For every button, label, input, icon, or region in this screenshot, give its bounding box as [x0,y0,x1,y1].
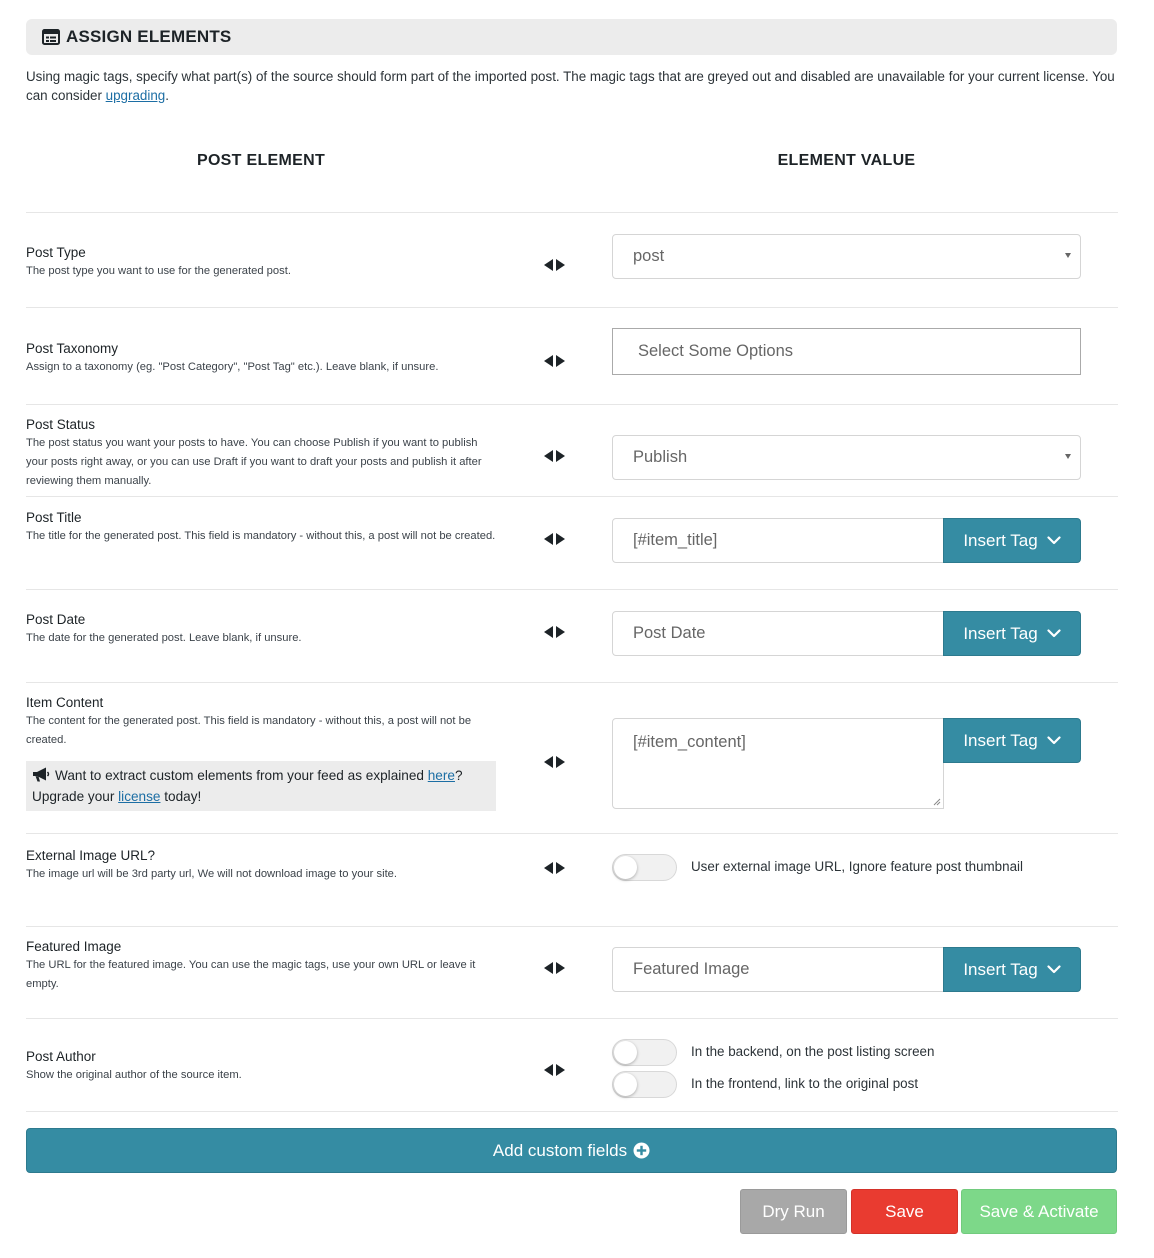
resize-grip-icon[interactable] [933,798,941,806]
row-divider [26,833,1118,834]
item-content-textarea[interactable]: [#item_content] [612,718,944,809]
post-status-label: Post Status The post status you want your posts to have. You can choose Publish if you want to publish your posts right away, or you can use Draft if you want to draft your posts and publish it after reviewing them manually. [26,417,482,487]
section-header [26,19,1117,55]
row-divider [26,496,1118,497]
external-image-toggle-label: User external image URL, Ignore feature post thumbnail [691,859,1023,874]
row-divider [26,1111,1118,1112]
post-date-input[interactable]: Post Date [612,611,944,656]
author-backend-toggle[interactable] [612,1039,677,1066]
chevron-down-icon [1047,536,1061,545]
post-element-heading: POST ELEMENT [196,152,326,169]
row-divider [26,1018,1118,1019]
item-content-insert-tag-button[interactable]: Insert Tag [943,718,1081,763]
map-arrows-icon [542,533,566,545]
item-content-label: Item Content The content for the generated post. This field is mandatory - without this, a post will not be created. [26,695,472,746]
chevron-down-icon [1047,965,1061,974]
row-divider [26,307,1118,308]
post-author-label: Post Author Show the original author of the source item. [26,1049,242,1081]
external-image-label: External Image URL? The image url will be 3rd party url, We will not download image to your site. [26,848,398,880]
section-title: ASSIGN ELEMENTS [66,27,232,46]
caret-down-icon [1065,253,1071,258]
dry-run-button[interactable]: Dry Run [740,1189,847,1234]
map-arrows-icon [542,862,566,874]
upgrade-notice: Want to extract custom elements from your feed as explained here? Upgrade your license today! [26,761,496,811]
external-image-toggle[interactable] [612,854,677,881]
map-arrows-icon [542,259,566,271]
plus-circle-icon [633,1142,650,1159]
list-icon [42,29,60,45]
featured-image-input[interactable]: Featured Image [612,947,944,992]
here-link[interactable]: here [427,768,455,783]
map-arrows-icon [542,626,566,638]
row-divider [26,589,1118,590]
element-value-heading: ELEMENT VALUE [777,152,916,169]
author-frontend-toggle-label: In the frontend, link to the original post [691,1076,919,1091]
toggle-knob [614,1041,637,1064]
row-divider [26,926,1118,927]
post-date-insert-tag-button[interactable]: Insert Tag [943,611,1081,656]
chevron-down-icon [1047,629,1061,638]
featured-image-label: Featured Image The URL for the featured image. You can use the magic tags, use your own URL or leave it empty. [26,939,476,990]
post-taxonomy-label: Post Taxonomy Assign to a taxonomy (eg. "Post Category", "Post Tag" etc.). Leave blank, if unsure. [26,341,439,373]
map-arrows-icon [542,1064,566,1076]
save-activate-button[interactable]: Save & Activate [961,1189,1117,1234]
caret-down-icon [1065,454,1071,459]
map-arrows-icon [542,450,566,462]
chevron-down-icon [1047,736,1061,745]
license-link[interactable]: license [118,788,161,804]
post-title-input[interactable]: [#item_title] [612,518,944,563]
megaphone-icon [32,767,51,782]
row-divider [26,682,1118,683]
map-arrows-icon [542,756,566,768]
upgrading-link[interactable]: upgrading [105,88,166,103]
row-divider [26,212,1118,213]
toggle-knob [614,1073,637,1096]
post-status-select[interactable]: Publish [612,435,1081,480]
post-taxonomy-multiselect[interactable]: Select Some Options [612,328,1081,375]
save-button[interactable]: Save [851,1189,958,1234]
post-type-label: Post Type The post type you want to use for the generated post. [26,245,291,277]
post-date-label: Post Date The date for the generated post. Leave blank, if unsure. [26,612,302,644]
post-type-select[interactable]: post [612,234,1081,279]
author-backend-toggle-label: In the backend, on the post listing screen [691,1044,935,1059]
featured-image-insert-tag-button[interactable]: Insert Tag [943,947,1081,992]
map-arrows-icon [542,355,566,367]
post-title-label: Post Title The title for the generated post. This field is mandatory - without this, a post will not be created. [26,510,496,542]
intro-text: Using magic tags, specify what part(s) of the source should form part of the imported post. The magic tags that are greyed out and disabled are unavailable for your current license. You can consider upgrading. [26,69,1115,103]
author-frontend-toggle[interactable] [612,1071,677,1098]
post-title-insert-tag-button[interactable]: Insert Tag [943,518,1081,563]
row-divider [26,404,1118,405]
toggle-knob [614,856,637,879]
add-custom-fields-button[interactable]: Add custom fields [26,1128,1117,1173]
map-arrows-icon [542,962,566,974]
